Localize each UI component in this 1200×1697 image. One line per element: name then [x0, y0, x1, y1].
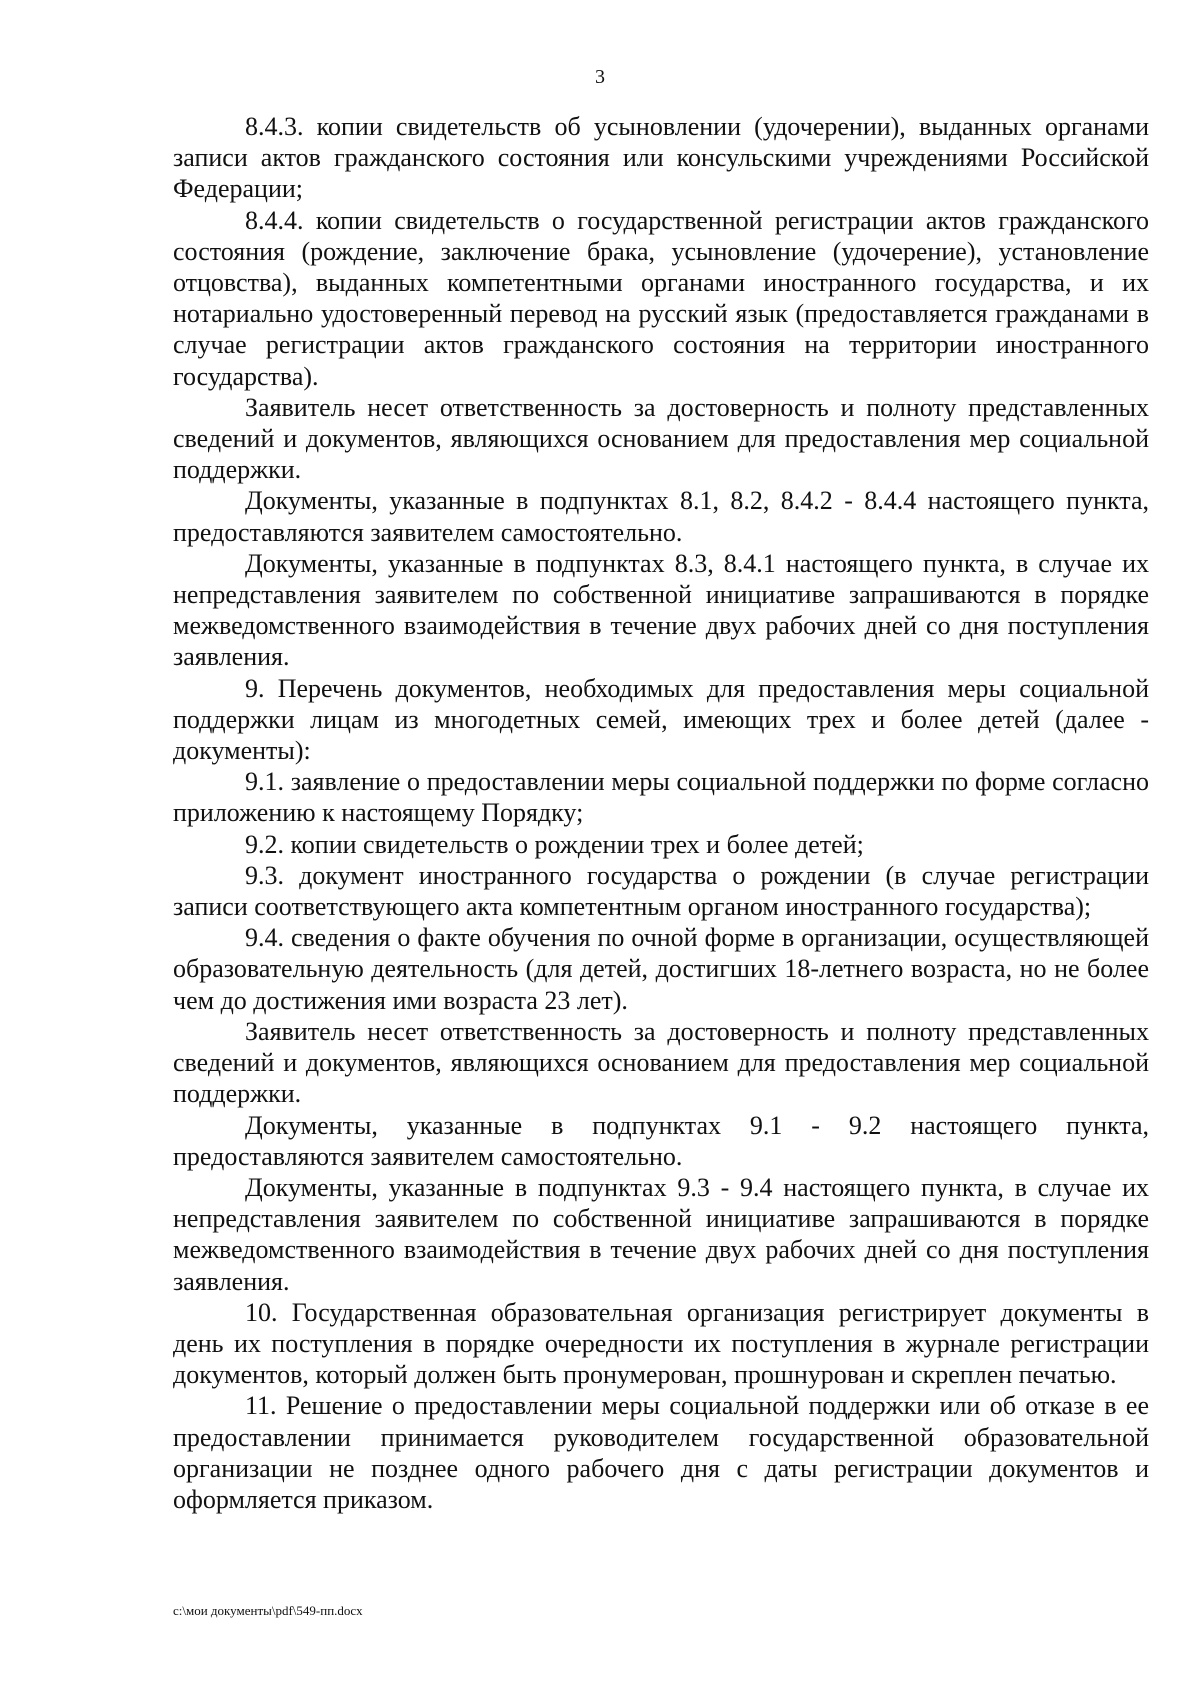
- paragraph-9: 9. Перечень документов, необходимых для предоставления меры социальной поддержки лицам из многодетных семей, имеющих трех и более детей (далее - документы):: [173, 673, 1149, 766]
- paragraph-9-2: 9.2. копии свидетельств о рождении трех и более детей;: [245, 829, 864, 859]
- paragraph-9-4: 9.4. сведения о факте обучения по очной форме в организации, осуществляющей образовательную деятельность (для детей, достигших 18-летнего возраста, но не более чем до достижения ими возраста 23 лет).: [173, 923, 1149, 1015]
- paragraph-documents-requested: Документы, указанные в подпунктах 8.3, 8.4.1 настоящего пункта, в случае их непредставления заявителем по собственной инициативе запрашиваются в порядке межведомственного взаимодействия в течение двух рабочих дней со дня поступления заявления.: [173, 548, 1149, 672]
- page-number: 3: [595, 66, 605, 88]
- paragraph-8-4-4: 8.4.4. копии свидетельств о государственной регистрации актов гражданского состояния (рождение, заключение брака, усыновление (удочерение), установление отцовства), выданных компетентными органами иностранного государства, и их нотариально удостоверенный перевод на русский язык (предоставляется гражданами в случае регистрации актов гражданского состояния на территории иностранного государства).: [173, 205, 1149, 391]
- file-path-footer: c:\мои документы\pdf\549-пп.docx: [173, 1603, 363, 1618]
- paragraph-documents-self-provided-2: Документы, указанные в подпунктах 9.1 - 9.2 настоящего пункта, предоставляются заявителем самостоятельно.: [173, 1110, 1149, 1171]
- paragraph-8-4-3: 8.4.3. копии свидетельств об усыновлении (удочерении), выданных органами записи актов гражданского состояния или консульскими учреждениями Российской Федерации;: [173, 112, 1149, 204]
- paragraph-11: 11. Решение о предоставлении меры социальной поддержки или об отказе в ее предоставлении принимается руководителем государственной образовательной организации не позднее одного рабочего дня с даты регистрации документов и оформляется приказом.: [173, 1391, 1149, 1514]
- document-body: [173, 111, 1149, 1515]
- paragraph-applicant-responsibility-2: Заявитель несет ответственность за достоверность и полноту представленных сведений и документов, являющихся основанием для предоставления мер социальной поддержки.: [173, 1016, 1149, 1109]
- paragraph-documents-self-provided: Документы, указанные в подпунктах 8.1, 8.2, 8.4.2 - 8.4.4 настоящего пункта, предоставляются заявителем самостоятельно.: [173, 486, 1149, 547]
- paragraph-applicant-responsibility: Заявитель несет ответственность за достоверность и полноту представленных сведений и документов, являющихся основанием для предоставления мер социальной поддержки.: [173, 392, 1149, 485]
- paragraph-9-1: 9.1. заявление о предоставлении меры социальной поддержки по форме согласно приложению к настоящему Порядку;: [173, 767, 1149, 828]
- paragraph-documents-requested-2: Документы, указанные в подпунктах 9.3 - 9.4 настоящего пункта, в случае их непредставления заявителем по собственной инициативе запрашиваются в порядке межведомственного взаимодействия в течение двух рабочих дней со дня поступления заявления.: [173, 1172, 1149, 1296]
- paragraph-9-3: 9.3. документ иностранного государства о рождении (в случае регистрации записи соответствующего акта компетентным органом иностранного государства);: [173, 860, 1149, 922]
- paragraph-10: 10. Государственная образовательная организация регистрирует документы в день их поступления в порядке очередности их поступления в журнале регистрации документов, который должен быть пронумерован, прошнурован и скреплен печатью.: [173, 1297, 1149, 1390]
